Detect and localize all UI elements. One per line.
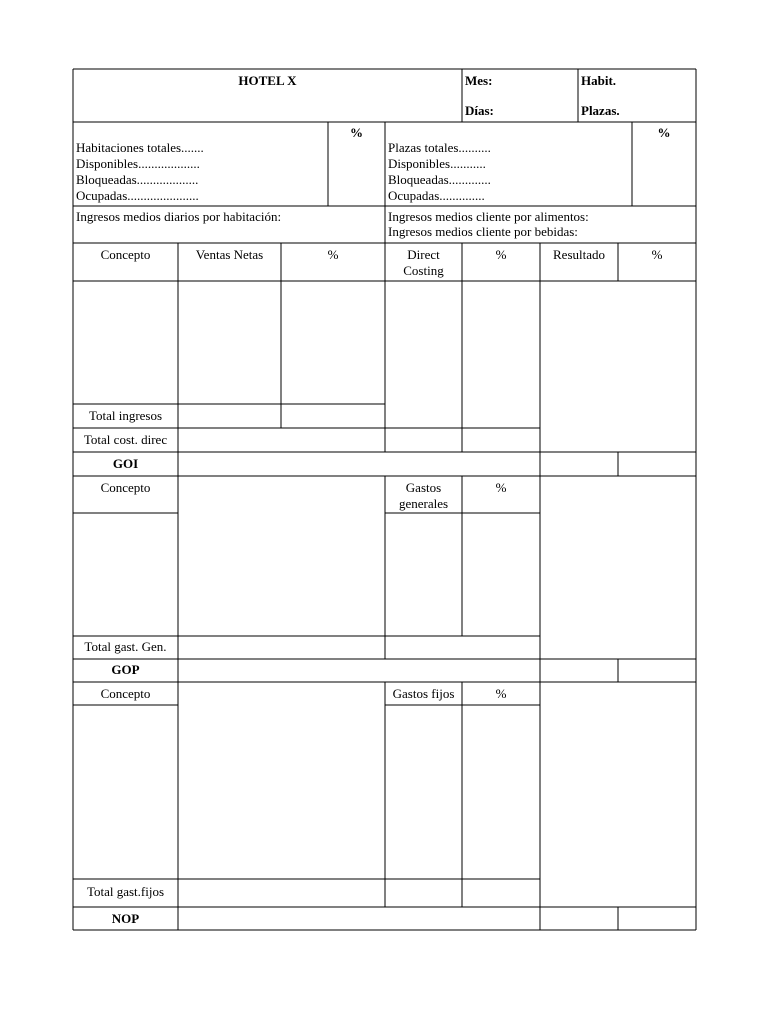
- rooms-pct-header: %: [350, 125, 363, 140]
- s1-pct3-header: %: [651, 247, 663, 262]
- dias-label: Días:: [465, 103, 494, 118]
- beds-available-line: Disponibles...........: [388, 156, 486, 171]
- income-per-client-food: Ingresos medios cliente por alimentos:: [388, 209, 589, 224]
- beds-blocked-line: Bloqueadas.............: [388, 172, 491, 187]
- s2-pct-header: %: [495, 480, 507, 495]
- s1-concepto-header: Concepto: [100, 247, 151, 262]
- mes-label: Mes:: [465, 73, 493, 88]
- beds-occupied-line: Ocupadas..............: [388, 188, 485, 203]
- total-gast-fijos-label: Total gast.fijos: [86, 884, 165, 899]
- s2-gastos-generales-header: Gastos generales: [398, 480, 449, 511]
- hotel-title: HOTEL X: [238, 73, 297, 88]
- beds-total-line: Plazas totales..........: [388, 140, 491, 155]
- total-cost-direc-label: Total cost. direc: [83, 432, 168, 447]
- rooms-blocked-line: Bloqueadas...................: [76, 172, 199, 187]
- rooms-stats: [76, 140, 204, 204]
- rooms-occupied-line: Ocupadas......................: [76, 188, 199, 203]
- s3-concepto-header: Concepto: [100, 686, 151, 701]
- income-per-client-drinks: Ingresos medios cliente por bebidas:: [388, 224, 578, 239]
- s3-gastos-fijos-header: Gastos fijos: [392, 686, 455, 701]
- s1-pct1-header: %: [327, 247, 339, 262]
- income-per-room: Ingresos medios diarios por habitación:: [76, 209, 282, 224]
- s2-concepto-header: Concepto: [100, 480, 151, 495]
- s1-direct-costing-header: Direct Costing: [403, 247, 444, 278]
- rooms-total-line: Habitaciones totales.......: [76, 140, 204, 155]
- s3-pct-header: %: [495, 686, 507, 701]
- plazas-label: Plazas.: [581, 103, 620, 118]
- habit-label: Habit.: [581, 73, 617, 88]
- nop-label: NOP: [111, 911, 140, 926]
- rooms-available-line: Disponibles...................: [76, 156, 200, 171]
- s1-ventas-netas-header: Ventas Netas: [195, 247, 264, 262]
- s1-resultado-header: Resultado: [553, 247, 605, 262]
- beds-pct-header: %: [657, 125, 671, 140]
- s1-pct2-header: %: [495, 247, 507, 262]
- goi-label: GOI: [112, 456, 139, 471]
- beds-stats: [388, 140, 491, 204]
- total-gast-gen-label: Total gast. Gen.: [84, 639, 167, 654]
- total-ingresos-label: Total ingresos: [88, 408, 163, 423]
- gop-label: GOP: [111, 662, 140, 677]
